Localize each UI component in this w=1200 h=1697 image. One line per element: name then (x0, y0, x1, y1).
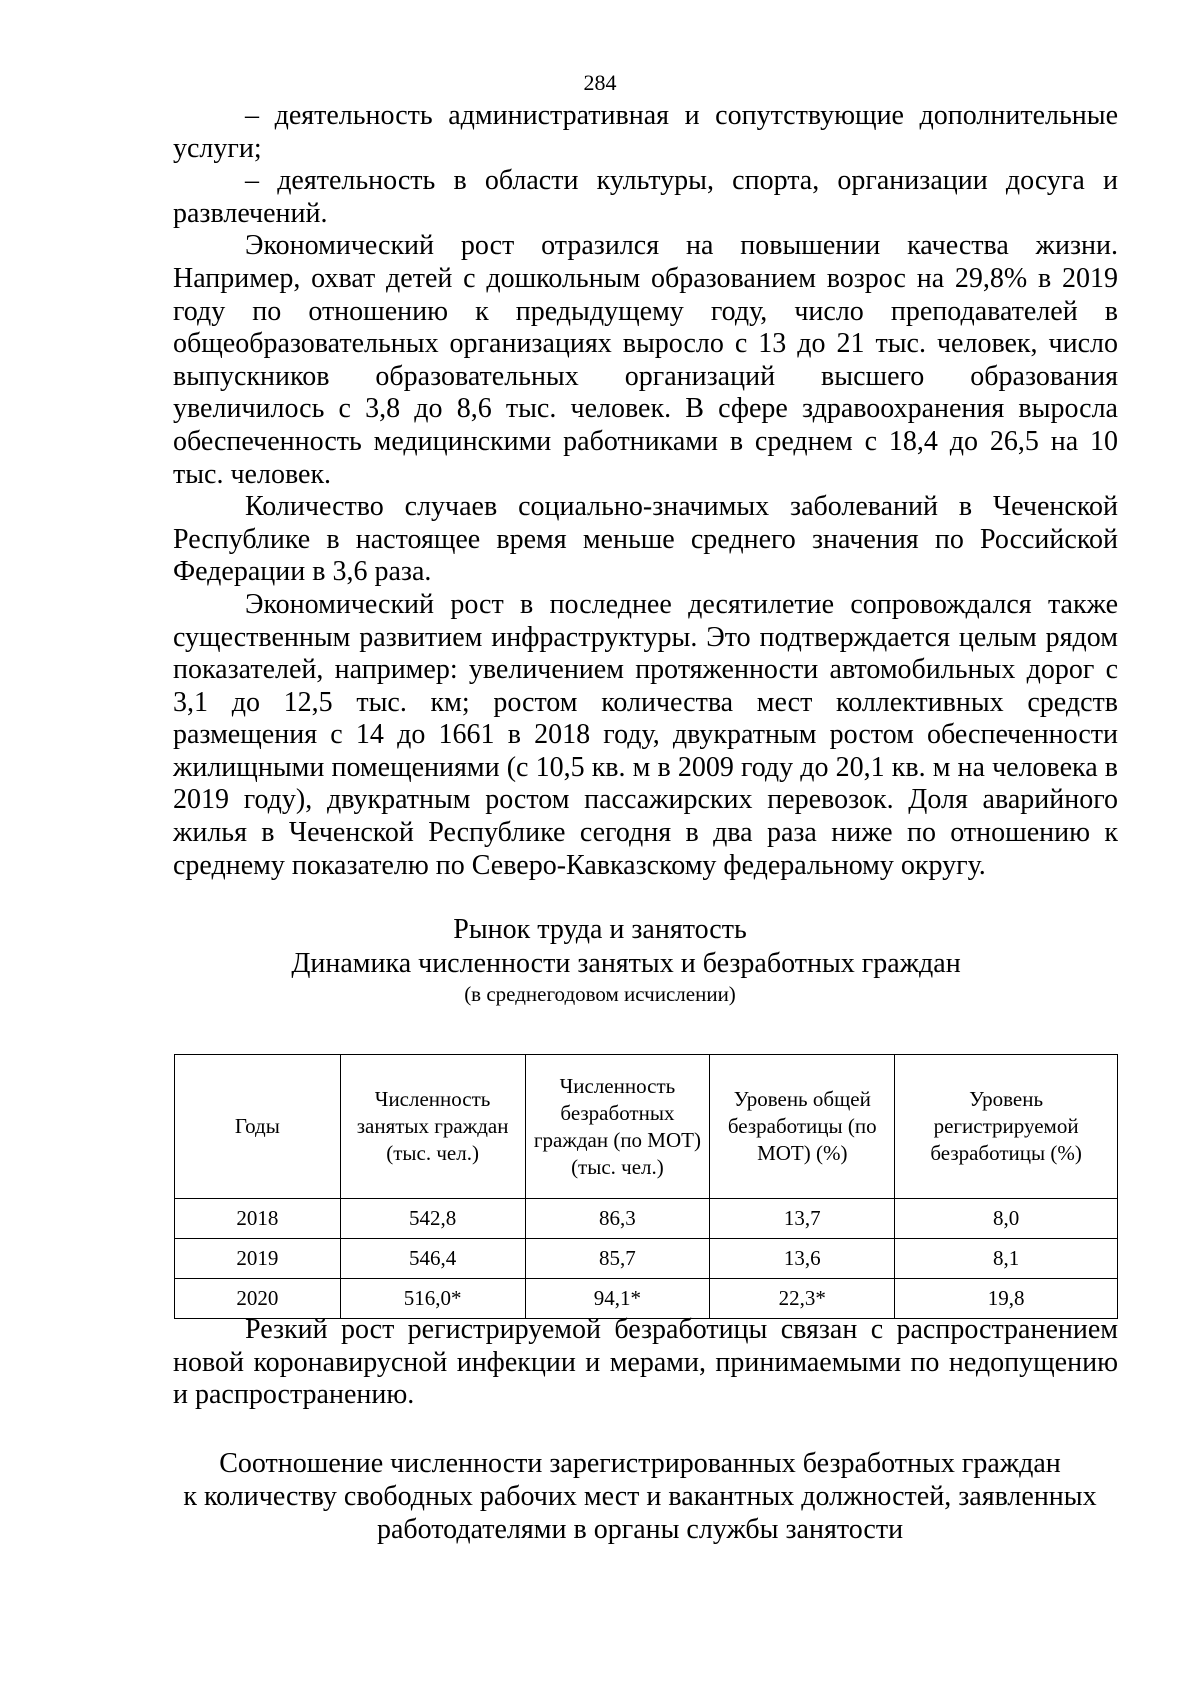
paragraph-list-item: – деятельность в области культуры, спорта, организации досуга и развлечений. (173, 165, 1118, 229)
header-unemployed: Численность безработных граждан (по МОТ) (тыс. чел.) (525, 1055, 710, 1199)
cell-rate: 13,7 (710, 1199, 895, 1239)
table-row (175, 1239, 1118, 1279)
cell-registered: 8,1 (895, 1239, 1118, 1279)
cell-rate: 22,3* (710, 1279, 895, 1319)
table-title: Динамика численности занятых и безработных граждан (291, 948, 961, 979)
bottom-heading (140, 1447, 1140, 1546)
header-employed: Численность занятых граждан (тыс. чел.) (340, 1055, 525, 1199)
header-unemployment-rate: Уровень общей безработицы (по МОТ) (%) (710, 1055, 895, 1199)
page-number: 284 (583, 70, 617, 95)
header-registered-unemployment: Уровень регистрируемой безработицы (%) (895, 1055, 1118, 1199)
cell-year: 2020 (175, 1279, 341, 1319)
table-subtitle: (в среднегодовом исчислении) (464, 982, 736, 1006)
paragraph-list-item: – деятельность административная и сопутствующие дополнительные услуги; (173, 100, 1118, 164)
cell-employed: 516,0* (340, 1279, 525, 1319)
bottom-heading-line: к количеству свободных рабочих мест и вакантных должностей, заявленных (183, 1481, 1097, 1512)
body-text (173, 100, 1118, 882)
after-table-text (173, 1314, 1118, 1412)
cell-year: 2019 (175, 1239, 341, 1279)
employment-table (174, 1054, 1118, 1319)
paragraph: Резкий рост регистрируемой безработицы связан с распространением новой коронавирусной инфекции и мерами, принимаемыми по недопущению и распространению. (173, 1314, 1118, 1411)
table-row (175, 1279, 1118, 1319)
paragraph: Экономический рост отразился на повышении качества жизни. Например, охват детей с дошкольным образованием возрос на 29,8% в 2019 году по отношению к предыдущему году, число преподавателей в общеобразовательных организациях выросло с 13 до 21 тыс. человек, число выпускников образовательных организаций высшего образования увеличилось с 3,8 до 8,6 тыс. человек. В сфере здравоохранения выросла обеспеченность медицинскими работниками в среднем с 18,4 до 26,5 на 10 тыс. человек. (173, 230, 1118, 490)
cell-employed: 542,8 (340, 1199, 525, 1239)
header-years: Годы (175, 1055, 341, 1199)
cell-rate: 13,6 (710, 1239, 895, 1279)
bottom-heading-line: работодателями в органы службы занятости (376, 1514, 904, 1545)
cell-registered: 19,8 (895, 1279, 1118, 1319)
paragraph: Количество случаев социально-значимых заболеваний в Чеченской Республике в настоящее время меньше среднего значения по Российской Федерации в 3,6 раза. (173, 491, 1118, 588)
cell-year: 2018 (175, 1199, 341, 1239)
bottom-heading-line: Соотношение численности зарегистрированных безработных граждан (219, 1448, 1061, 1479)
cell-unemployed: 85,7 (525, 1239, 710, 1279)
paragraph: Экономический рост в последнее десятилетие сопровождался также существенным развитием инфраструктуры. Это подтверждается целым рядом показателей, например: увеличением протяженности автомобильных дорог с 3,1 до 12,5 тыс. км; ростом количества мест коллективных средств размещения с 14 до 1661 в 2018 году, двукратным ростом обеспеченности жилищными помещениями (с 10,5 кв. м в 2009 году до 20,1 кв. м на человека в 2019 году), двукратным ростом пассажирских перевозок. Доля аварийного жилья в Чеченской Республике сегодня в два раза ниже по отношению к среднему показателю по Северо-Кавказскому федеральному округу. (173, 588, 1118, 881)
table-header-row (175, 1055, 1118, 1199)
table-row (175, 1199, 1118, 1239)
section-title: Рынок труда и занятость (453, 914, 747, 945)
cell-employed: 546,4 (340, 1239, 525, 1279)
cell-unemployed: 94,1* (525, 1279, 710, 1319)
cell-registered: 8,0 (895, 1199, 1118, 1239)
cell-unemployed: 86,3 (525, 1199, 710, 1239)
